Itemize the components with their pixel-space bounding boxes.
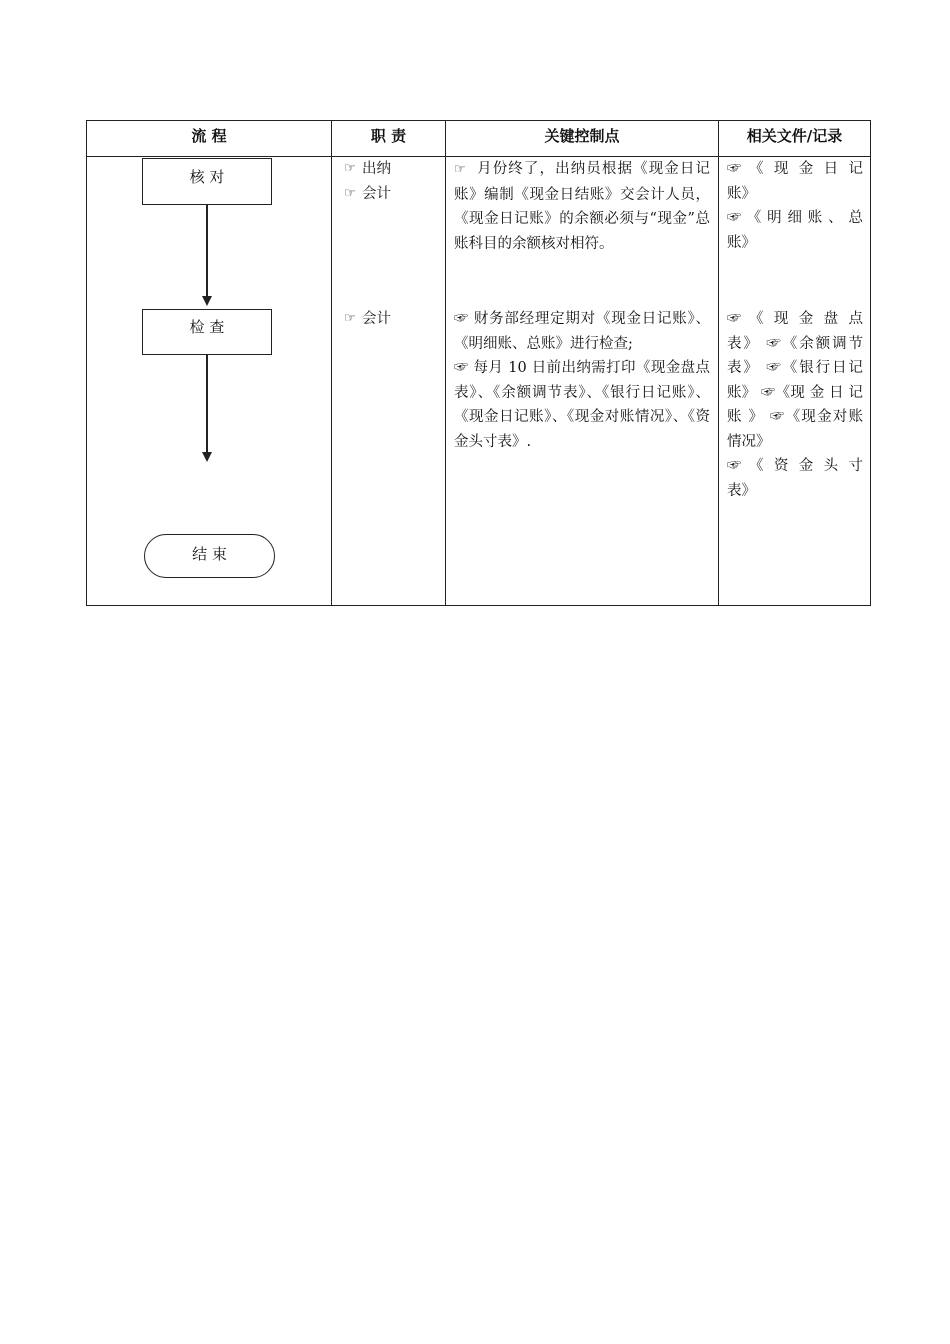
duty-item: ☞ 出纳 [340, 157, 440, 182]
control-list-row2 [454, 307, 710, 454]
header-key-control: 关键控制点 [544, 127, 620, 145]
pointing-hand-icon: ☞ [727, 311, 742, 327]
header-docs: 相关文件/记录 [746, 127, 843, 145]
control-list-row1 [454, 157, 710, 256]
pointing-hand-icon: ☞ [727, 210, 742, 226]
pointing-hand-icon: ☞ [454, 360, 469, 376]
docs-list-row1 [727, 157, 863, 255]
pointing-hand-icon: ☞ [344, 311, 356, 326]
process-table [86, 120, 871, 606]
duty-list-row1 [340, 157, 440, 206]
column-divider [331, 121, 332, 605]
column-divider [718, 121, 719, 605]
pointing-hand-icon: ☞ [454, 311, 469, 327]
doc-item: ☞ 《 明 细 账 、 总 账》 [727, 210, 864, 251]
duty-list-row2 [340, 307, 440, 332]
arrow-head-icon [202, 296, 212, 306]
pointing-hand-icon: ☞ [727, 458, 742, 474]
flow-end: 结 束 [144, 534, 275, 578]
doc-item: ☞ 《 现 金 日 记 账》 [727, 161, 864, 202]
control-text: 月份终了，出纳员根据《现金日记账》编制《现金日结账》交会计人员，《现金日记账》的余额必须与“现金”总账科目的余额核对相符。 [454, 161, 710, 252]
pointing-hand-icon: ☞ [454, 162, 466, 177]
control-item [454, 157, 710, 256]
header-process: 流 程 [191, 127, 227, 145]
duty-item: ☞ 会计 [340, 182, 440, 207]
docs-list-row2 [727, 307, 863, 503]
doc-item: ☞ 《 现 金 盘 点 表》 ☞《余额调节表》 ☞《银行日记账》 ☞《现 金 日 记 账 》 ☞《现金对账情况》 [727, 311, 864, 450]
pointing-hand-icon: ☞ [344, 161, 356, 176]
duty-item: ☞ 会计 [340, 307, 440, 332]
pointing-hand-icon: ☞ [344, 185, 356, 201]
flow-step-verify: 核 对 [142, 158, 272, 205]
flow-arrow [206, 205, 208, 297]
pointing-hand-icon: ☞ [727, 161, 742, 177]
column-divider [445, 121, 446, 605]
arrow-head-icon [202, 452, 212, 462]
flow-arrow [206, 355, 208, 453]
doc-item: ☞ 《 资 金 头 寸 表》 [727, 458, 864, 499]
flow-step-inspect: 检 查 [142, 309, 272, 355]
control-item: ☞ 财务部经理定期对《现金日记账》、《明细账、总账》进行检查; [454, 311, 711, 352]
control-item: ☞ 每月 10 日前出纳需打印《现金盘点表》、《余额调节表》、《银行日记账》、《现金日记账》、《现金对账情况》、《资金头寸表》. [454, 360, 710, 450]
header-duty: 职 责 [370, 127, 407, 145]
